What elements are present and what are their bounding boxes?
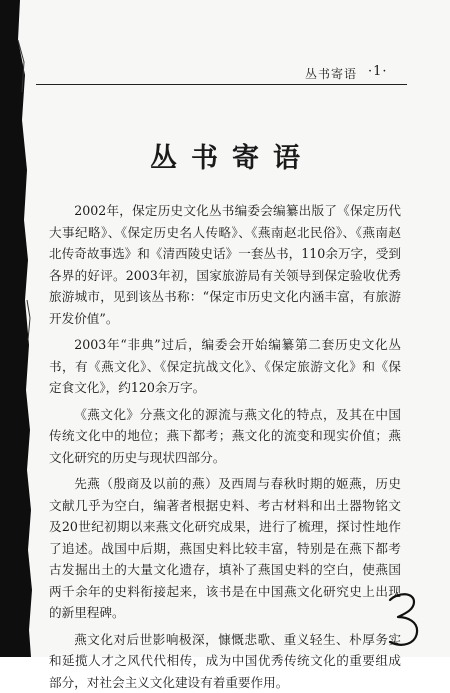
running-header xyxy=(265,64,405,82)
paragraph-5: 燕文化对后世影响极深，慷慨悲歌、重义轻生、朴厚务实和延揽人才之风代代相传，成为中国优秀传统文化的重要组成部分，对社会主义文化建设有着重要作用。 xyxy=(49,629,401,693)
handwritten-page-mark xyxy=(384,590,428,652)
running-header-title: 丛书寄语 xyxy=(305,65,357,82)
body-text xyxy=(49,200,401,693)
header-rule xyxy=(36,84,407,85)
paragraph-1: 2002年，保定历史文化丛书编委会编纂出版了《保定历代大事纪略》、《保定历史名人传略》、《燕南赵北民俗》、《燕南赵北传奇故事选》和《清西陵史话》一套丛书，110余万字，受到各界的好评。2003年初，国家旅游局有关领导到保定验收优秀旅游城市，见到该丛书称：“保定市历史文化内涵丰富，有旅游开发价值”。 xyxy=(49,200,401,329)
scanned-dark-edge xyxy=(0,0,34,657)
page-title: 丛书寄语 xyxy=(0,136,450,175)
page-number: ·1· xyxy=(368,64,388,79)
paragraph-2: 2003年“非典”过后，编委会开始编纂第二套历史文化丛书，有《燕文化》、《保定抗战文化》、《保定旅游文化》和《保定食文化》，约120余万字。 xyxy=(49,334,401,399)
paragraph-4: 先燕（殷商及以前的燕）及西周与春秋时期的姬燕，历史文献几乎为空白，编著者根据史料、考古材料和出土器物铭文及20世纪初期以来燕文化研究成果，进行了梳理，探讨性地作了追述。战国中后期，燕国史料比较丰富，特别是在燕下都考古发掘出土的大量文化遗存，填补了燕国史料的空白，使燕国两千余年的史料衔接起来，该书是在中国燕文化研究史上出现的新里程碑。 xyxy=(49,473,401,624)
paragraph-3: 《燕文化》分燕文化的源流与燕文化的特点，及其在中国传统文化中的地位；燕下都考；燕文化的流变和现实价值；燕文化研究的历史与现状四部分。 xyxy=(49,404,401,469)
